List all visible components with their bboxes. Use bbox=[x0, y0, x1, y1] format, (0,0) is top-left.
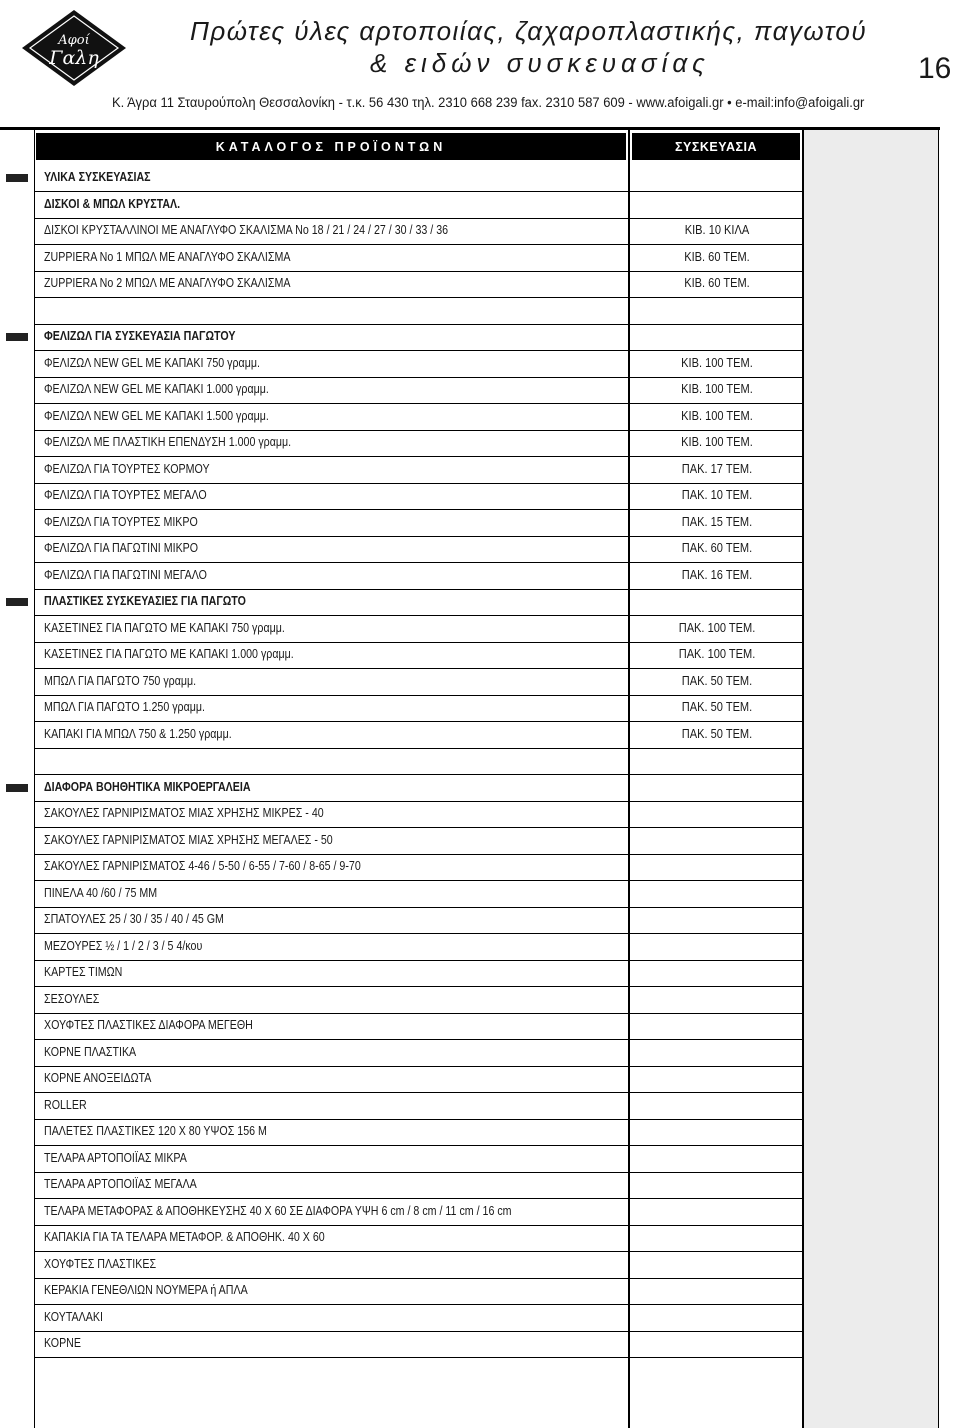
table-row bbox=[0, 1093, 960, 1119]
table-row bbox=[0, 642, 960, 668]
table-row bbox=[0, 934, 960, 960]
table-row bbox=[0, 1331, 960, 1357]
product-name: ΣΕΣΟΥΛΕΣ bbox=[44, 991, 100, 1006]
packaging-value: ΠΑΚ. 50 ΤΕΜ. bbox=[681, 699, 753, 714]
product-name: ZUPPIERA Νο 1 ΜΠΩΛ ΜΕ ΑΝΑΓΛΥΦΟ ΣΚΑΛΙΣΜΑ bbox=[44, 249, 291, 264]
product-name: ΤΕΛΑΡΑ ΑΡΤΟΠΟΙΪΑΣ ΜΙΚΡΑ bbox=[44, 1150, 187, 1165]
product-name: ΠΙΝΕΛΑ 40 /60 / 75 ΜΜ bbox=[44, 885, 158, 900]
table-row bbox=[0, 165, 960, 191]
product-name: ΜΕΖΟΥΡΕΣ ½ / 1 / 2 / 3 / 5 4/κου bbox=[44, 938, 203, 953]
packaging-value: ΠΑΚ. 60 ΤΕΜ. bbox=[681, 540, 753, 555]
product-name: ΚΟΡΝΕ bbox=[44, 1335, 82, 1350]
section-marker bbox=[6, 333, 28, 341]
packaging-value: ΚΙΒ. 100 ΤΕΜ. bbox=[681, 434, 753, 449]
section-title: ΦΕΛΙΖΩΛ ΓΙΑ ΣΥΣΚΕΥΑΣΙΑ ΠΑΓΩΤΟΥ bbox=[44, 328, 236, 343]
table-row bbox=[0, 1066, 960, 1092]
company-title-line2: & ειδών συσκευασίας bbox=[370, 48, 710, 78]
table-row bbox=[0, 1040, 960, 1066]
contact-info: Κ. Άγρα 11 Σταυρούπολη Θεσσαλονίκη - τ.κ. 56 430 τηλ. 2310 668 239 fax. 2310 587 609 - www.afoigali.gr • e-mail:info@afoigali.gr bbox=[112, 95, 865, 110]
packaging-value: ΠΑΚ. 100 ΤΕΜ. bbox=[678, 646, 756, 661]
table-row bbox=[0, 1252, 960, 1278]
table-row bbox=[0, 828, 960, 854]
product-name: ΚΟΥΤΑΛΑΚΙ bbox=[44, 1309, 103, 1324]
product-name: ΣΠΑΤΟΥΛΕΣ 25 / 30 / 35 / 40 / 45 GM bbox=[44, 911, 224, 926]
product-name: ΦΕΛΙΖΩΛ ΓΙΑ ΤΟΥΡΤΕΣ ΜΙΚΡΟ bbox=[44, 514, 198, 529]
product-name: ΧΟΥΦΤΕΣ ΠΛΑΣΤΙΚΕΣ bbox=[44, 1256, 157, 1271]
product-name: ΦΕΛΙΖΩΛ NEW GEL ΜΕ ΚΑΠΑΚΙ 750 γραμμ. bbox=[44, 355, 260, 370]
logo-text-1: Αφοί bbox=[58, 33, 90, 48]
product-name: ΚΑΣΕΤΙΝΕΣ ΓΙΑ ΠΑΓΩΤΟ ΜΕ ΚΑΠΑΚΙ 1.000 γραμμ. bbox=[44, 646, 294, 661]
table-row bbox=[0, 775, 960, 801]
table-row bbox=[0, 457, 960, 483]
table-row bbox=[0, 589, 960, 615]
product-name: ΦΕΛΙΖΩΛ ΓΙΑ ΠΑΓΩΤΙΝΙ ΜΙΚΡΟ bbox=[44, 540, 199, 555]
packaging-value: ΠΑΚ. 17 ΤΕΜ. bbox=[681, 461, 753, 476]
product-name: ΚΑΡΤΕΣ ΤΙΜΩΝ bbox=[44, 964, 123, 979]
table-row bbox=[0, 616, 960, 642]
table-row bbox=[0, 854, 960, 880]
catalog-header: ΚΑΤΑΛΟΓΟΣ ΠΡΟΪΟΝΤΩΝ bbox=[36, 133, 626, 160]
table-row bbox=[0, 907, 960, 933]
table-row bbox=[0, 801, 960, 827]
packaging-value: ΚΙΒ. 100 ΤΕΜ. bbox=[681, 381, 753, 396]
product-name: ROLLER bbox=[44, 1097, 87, 1112]
packaging-value: ΠΑΚ. 16 ΤΕΜ. bbox=[681, 567, 753, 582]
table-row bbox=[0, 881, 960, 907]
product-name: ΚΕΡΑΚΙΑ ΓΕΝΕΘΛΙΩΝ ΝΟΥΜΕΡΑ ή ΑΠΛΑ bbox=[44, 1282, 248, 1297]
table-row bbox=[0, 298, 960, 324]
packaging-value: ΚΙΒ. 100 ΤΕΜ. bbox=[681, 408, 753, 423]
packaging-value: ΚΙΒ. 60 ΤΕΜ. bbox=[684, 249, 750, 264]
table-row bbox=[0, 1172, 960, 1198]
product-name: ΜΠΩΛ ΓΙΑ ΠΑΓΩΤΟ 750 γραμμ. bbox=[44, 673, 197, 688]
table-row bbox=[0, 271, 960, 297]
table-row bbox=[0, 483, 960, 509]
product-name: ΦΕΛΙΖΩΛ ΓΙΑ ΤΟΥΡΤΕΣ ΜΕΓΑΛΟ bbox=[44, 487, 207, 502]
table-row bbox=[0, 748, 960, 774]
product-name: ΔΙΣΚΟΙ ΚΡΥΣΤΑΛΛΙΝΟΙ ΜΕ ΑΝΑΓΛΥΦΟ ΣΚΑΛΙΣΜΑ Νο 18 / 21 / 24 / 27 / 30 / 33 / 36 bbox=[44, 222, 449, 237]
table-row bbox=[0, 510, 960, 536]
product-name: ZUPPIERA Νο 2 ΜΠΩΛ ΜΕ ΑΝΑΓΛΥΦΟ ΣΚΑΛΙΣΜΑ bbox=[44, 275, 291, 290]
packaging-value: ΠΑΚ. 10 ΤΕΜ. bbox=[681, 487, 753, 502]
table-row bbox=[0, 1146, 960, 1172]
section-marker bbox=[6, 784, 28, 792]
section-marker bbox=[6, 174, 28, 182]
product-name: ΧΟΥΦΤΕΣ ΠΛΑΣΤΙΚΕΣ ΔΙΑΦΟΡΑ ΜΕΓΕΘΗ bbox=[44, 1017, 253, 1032]
logo-text-2: Γαλη bbox=[49, 47, 99, 69]
table-row bbox=[0, 722, 960, 748]
table-row bbox=[0, 536, 960, 562]
product-name: ΠΑΛΕΤΕΣ ΠΛΑΣΤΙΚΕΣ 120 Χ 80 ΥΨΟΣ 156 Μ bbox=[44, 1123, 267, 1138]
packaging-value: ΠΑΚ. 15 ΤΕΜ. bbox=[681, 514, 753, 529]
table-row bbox=[0, 245, 960, 271]
table-row bbox=[0, 351, 960, 377]
table-row bbox=[0, 1013, 960, 1039]
table-row bbox=[0, 960, 960, 986]
table-row bbox=[0, 404, 960, 430]
product-name: ΚΟΡΝΕ ΑΝΟΞΕΙΔΩΤΑ bbox=[44, 1070, 152, 1085]
product-name: ΦΕΛΙΖΩΛ ΓΙΑ ΤΟΥΡΤΕΣ ΚΟΡΜΟΥ bbox=[44, 461, 210, 476]
table-row bbox=[0, 430, 960, 456]
section-marker bbox=[6, 598, 28, 606]
packaging-header: ΣΥΣΚΕΥΑΣΙΑ bbox=[632, 133, 800, 160]
table-row bbox=[0, 377, 960, 403]
product-name: ΚΑΠΑΚΙ ΓΙΑ ΜΠΩΛ 750 & 1.250 γραμμ. bbox=[44, 726, 232, 741]
packaging-value: ΠΑΚ. 100 ΤΕΜ. bbox=[678, 620, 756, 635]
product-name: ΚΑΠΑΚΙΑ ΓΙΑ ΤΑ ΤΕΛΑΡΑ ΜΕΤΑΦΟΡ. & ΑΠΟΘΗΚ. 40 Χ 60 bbox=[44, 1229, 325, 1244]
product-name: ΣΑΚΟΥΛΕΣ ΓΑΡΝΙΡΙΣΜΑΤΟΣ ΜΙΑΣ ΧΡΗΣΗΣ ΜΙΚΡΕΣ - 40 bbox=[44, 805, 324, 820]
product-name: ΚΟΡΝΕ ΠΛΑΣΤΙΚΑ bbox=[44, 1044, 137, 1059]
packaging-value: ΠΑΚ. 50 ΤΕΜ. bbox=[681, 726, 753, 741]
section-title: ΠΛΑΣΤΙΚΕΣ ΣΥΣΚΕΥΑΣΙΕΣ ΓΙΑ ΠΑΓΩΤΟ bbox=[44, 593, 246, 608]
section-title: ΔΙΣΚΟΙ & ΜΠΩΛ ΚΡΥΣΤΑΛ. bbox=[44, 196, 181, 211]
page-number: 16 bbox=[918, 52, 952, 85]
company-title-line1: Πρώτες ύλες αρτοποιίας, ζαχαροπλαστικής, παγωτού bbox=[190, 16, 868, 46]
packaging-value: ΠΑΚ. 50 ΤΕΜ. bbox=[681, 673, 753, 688]
table-row bbox=[0, 1119, 960, 1145]
section-title: ΥΛΙΚΑ ΣΥΣΚΕΥΑΣΙΑΣ bbox=[44, 169, 151, 184]
product-name: ΣΑΚΟΥΛΕΣ ΓΑΡΝΙΡΙΣΜΑΤΟΣ 4-46 / 5-50 / 6-55 / 7-60 / 8-65 / 9-70 bbox=[44, 858, 361, 873]
table-row bbox=[0, 324, 960, 350]
table-row bbox=[0, 669, 960, 695]
product-name: ΦΕΛΙΖΩΛ ΓΙΑ ΠΑΓΩΤΙΝΙ ΜΕΓΑΛΟ bbox=[44, 567, 207, 582]
packaging-value: ΚΙΒ. 10 ΚΙΛΑ bbox=[684, 222, 750, 237]
packaging-value: ΚΙΒ. 100 ΤΕΜ. bbox=[681, 355, 753, 370]
table-row bbox=[0, 695, 960, 721]
table-row bbox=[0, 1278, 960, 1304]
packaging-value: ΚΙΒ. 60 ΤΕΜ. bbox=[684, 275, 750, 290]
table-row bbox=[0, 1199, 960, 1225]
product-name: ΦΕΛΙΖΩΛ NEW GEL ΜΕ ΚΑΠΑΚΙ 1.000 γραμμ. bbox=[44, 381, 269, 396]
table-row bbox=[0, 218, 960, 244]
company-logo bbox=[20, 8, 128, 88]
product-name: ΦΕΛΙΖΩΛ ΜΕ ΠΛΑΣΤΙΚΗ ΕΠΕΝΔΥΣΗ 1.000 γραμμ. bbox=[44, 434, 292, 449]
table-row bbox=[0, 1305, 960, 1331]
header-divider bbox=[0, 127, 940, 130]
table-row bbox=[0, 192, 960, 218]
product-name: ΜΠΩΛ ΓΙΑ ΠΑΓΩΤΟ 1.250 γραμμ. bbox=[44, 699, 206, 714]
table-row bbox=[0, 563, 960, 589]
product-name: ΦΕΛΙΖΩΛ NEW GEL ΜΕ ΚΑΠΑΚΙ 1.500 γραμμ. bbox=[44, 408, 269, 423]
row-divider bbox=[34, 1357, 804, 1358]
table-row bbox=[0, 987, 960, 1013]
product-name: ΣΑΚΟΥΛΕΣ ΓΑΡΝΙΡΙΣΜΑΤΟΣ ΜΙΑΣ ΧΡΗΣΗΣ ΜΕΓΑΛΕΣ - 50 bbox=[44, 832, 333, 847]
section-title: ΔΙΑΦΟΡΑ ΒΟΗΘΗΤΙΚΑ ΜΙΚΡΟΕΡΓΑΛΕΙΑ bbox=[44, 779, 251, 794]
product-name: ΚΑΣΕΤΙΝΕΣ ΓΙΑ ΠΑΓΩΤΟ ΜΕ ΚΑΠΑΚΙ 750 γραμμ. bbox=[44, 620, 285, 635]
product-name: ΤΕΛΑΡΑ ΜΕΤΑΦΟΡΑΣ & ΑΠΟΘΗΚΕΥΣΗΣ 40 Χ 60 ΣΕ ΔΙΑΦΟΡΑ ΥΨΗ 6 cm / 8 cm / 11 cm / 16 cm bbox=[44, 1203, 512, 1218]
product-name: ΤΕΛΑΡΑ ΑΡΤΟΠΟΙΪΑΣ ΜΕΓΑΛΑ bbox=[44, 1176, 197, 1191]
table-row bbox=[0, 1225, 960, 1251]
